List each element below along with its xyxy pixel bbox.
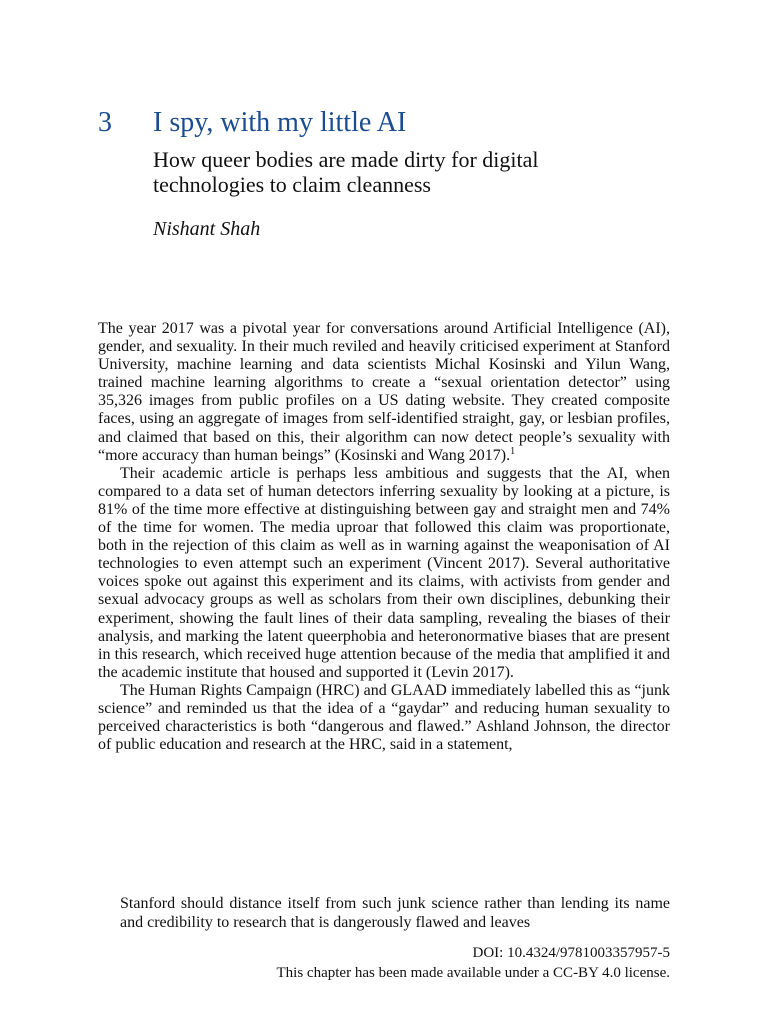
chapter-subtitle: How queer bodies are made dirty for digital technologies to claim cleanness [153,147,539,197]
page-footer [277,944,670,983]
license-line: This chapter has been made available under a CC-BY 4.0 license. [276,964,670,981]
body-text [98,320,670,754]
paragraph-2: Their academic article is perhaps less ambitious and suggests that the AI, when compared to a data set of human detectors inferring sexuality by looking at a picture, is 81% of the time more effective at distinguishing between gay and straight men and 74% of the time for women. The media uproar that followed this claim was proportionate, both in the rejection of this claim as well as in warning against the weaponisation of AI technologies to even attempt such an experiment (Vincent 2017). Several authoritative voices spoke out against this experiment and its claims, with activists from gender and sexual advocacy groups as well as scholars from their own disciplines, debunking their experiment, showing the fault lines of their data sampling, revealing the biases of their analysis, and marking the latent queerphobia and heteronormative biases that are present in this research, which received huge attention because of the media that amplified it and the academic institute that housed and supported it (Levin 2017). [98,464,670,681]
chapter-number: 3 [98,107,112,138]
chapter-title: I spy, with my little AI [153,107,407,138]
paragraph-1-text: The year 2017 was a pivotal year for conversations around Artificial Intelligence (AI), gender, and sexuality. In their much reviled and heavily criticised experiment at Stanford University, machine learning and data scientists Michal Kosinski and Yilun Wang, trained machine learning algorithms to create a “sexual orientation detector” using 35,326 images from public profiles on a US dating website. They created composite faces, using an aggregate of images from self-identified straight, gay, or lesbian profiles, and claimed that based on this, their algorithm can now detect people’s sexuality with “more accuracy than human beings” (Kosinski and Wang 2017). [98,320,670,464]
block-quote: Stanford should distance itself from such junk science rather than lending its name and credibility to research that is dangerously flawed and leaves [120,895,670,931]
paragraph-1 [98,320,670,465]
paragraph-3: The Human Rights Campaign (HRC) and GLAAD immediately labelled this as “junk science” and reminded us that the idea of a “gaydar” and reducing human sexuality to perceived characteristics is both “dangerous and flawed.” Ashland Johnson, the director of public education and research at the HRC, said in a statement, [98,681,670,754]
footnote-marker[interactable]: 1 [510,445,516,457]
chapter-author: Nishant Shah [153,218,261,240]
doi-line: DOI: 10.4324/9781003357957-5 [472,945,670,961]
